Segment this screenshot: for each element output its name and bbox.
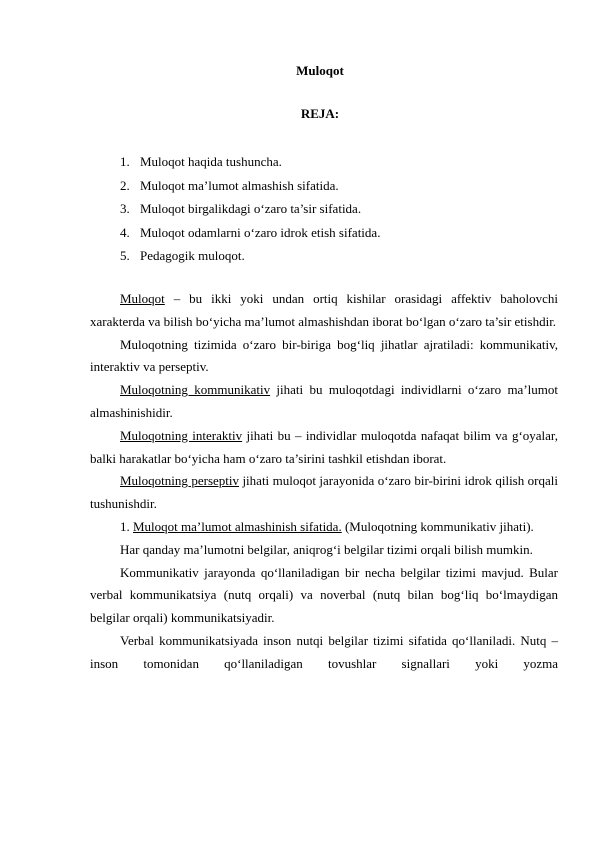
paragraph-term: Muloqot	[120, 291, 165, 306]
plan-item-number: 3.	[120, 201, 130, 216]
paragraph-text: jihati muloqot jarayonida o‘zaro bir-birini idrok qilish orqali tushunishdir.	[90, 473, 559, 512]
paragraph-text: – bu ikki yoki undan ortiq kishilar orasidagi affektiv baholovchi xarakterda va bilish bo‘yicha ma’lumot almashishdan iborat bo‘lgan o‘zaro ta’sir etishdir.	[90, 291, 558, 329]
paragraph-prefix: 1.	[120, 518, 133, 534]
plan-item-text: Muloqot haqida tushuncha.	[140, 154, 282, 169]
paragraph-text: (Muloqotning kommunikativ jihati).	[341, 518, 534, 534]
paragraph-text: Kommunikativ jarayonda qo‘llaniladigan bir necha belgilar tizimi mavjud. Bular verbal kommunikatsiya (nutq orqali) va noverbal (nutq bilan bog‘liq bo‘lmaydigan belgilar orqali) kommunikatsiyadir.	[90, 564, 558, 626]
body-paragraph	[90, 470, 558, 516]
plan-item-number: 1.	[120, 154, 130, 169]
plan-item	[120, 150, 380, 174]
paragraph-text: Verbal kommunikatsiyada inson nutqi belgilar tizimi sifatida qo‘llaniladi. Nutq – inson tomonidan qo‘llaniladigan tovushlar signallari yoki yozma	[90, 632, 558, 671]
plan-heading: REJA:	[300, 106, 340, 121]
body-paragraph	[90, 425, 558, 471]
body-paragraph	[90, 516, 558, 539]
paragraph-text: Har qanday ma’lumotni belgilar, aniqrog‘i belgilar tizimi orqali bilish mumkin.	[120, 541, 533, 557]
body-paragraph	[90, 539, 558, 562]
plan-item	[120, 244, 380, 268]
plan-item	[120, 197, 380, 221]
paragraph-text: Muloqotning tizimida o‘zaro bir-biriga bog‘liq jihatlar ajratiladi: kommunikativ, interaktiv va perseptiv.	[90, 336, 558, 375]
paragraph-term: Muloqot ma’lumot almashinish sifatida.	[133, 518, 342, 534]
paragraph-term: Muloqotning perseptiv	[120, 473, 239, 489]
plan-item-text: Muloqot birgalikdagi o‘zaro ta’sir sifatida.	[140, 201, 362, 216]
document-title: Muloqot	[296, 63, 344, 78]
plan-item	[120, 221, 380, 245]
plan-item-text: Muloqot odamlarni o‘zaro idrok etish sifatida.	[140, 224, 381, 240]
paragraph-text: jihati bu – individlar muloqotda nafaqat bilim va g‘oyalar, balki harakatlar bo‘yicha ham o‘zaro ta’sirini tashkil etishdan iborat.	[90, 427, 558, 466]
plan-item-number: 2.	[120, 177, 130, 193]
plan-item-text: Pedagogik muloqot.	[140, 248, 245, 263]
paragraph-text: jihati bu muloqotdagi individlarni o‘zaro ma’lumot almashinishidir.	[90, 382, 558, 420]
plan-list	[120, 150, 380, 268]
document-body	[90, 288, 558, 676]
body-paragraph	[90, 334, 558, 380]
paragraph-term: Muloqotning interaktiv	[120, 427, 243, 443]
plan-item-number: 5.	[120, 248, 130, 263]
body-paragraph	[90, 379, 558, 425]
body-paragraph	[90, 288, 558, 334]
plan-item	[120, 174, 380, 198]
plan-item-text: Muloqot ma’lumot almashish sifatida.	[140, 177, 339, 193]
body-paragraph	[90, 630, 558, 676]
plan-item-number: 4.	[120, 224, 130, 240]
paragraph-term: Muloqotning kommunikativ	[120, 382, 271, 398]
body-paragraph	[90, 562, 558, 630]
